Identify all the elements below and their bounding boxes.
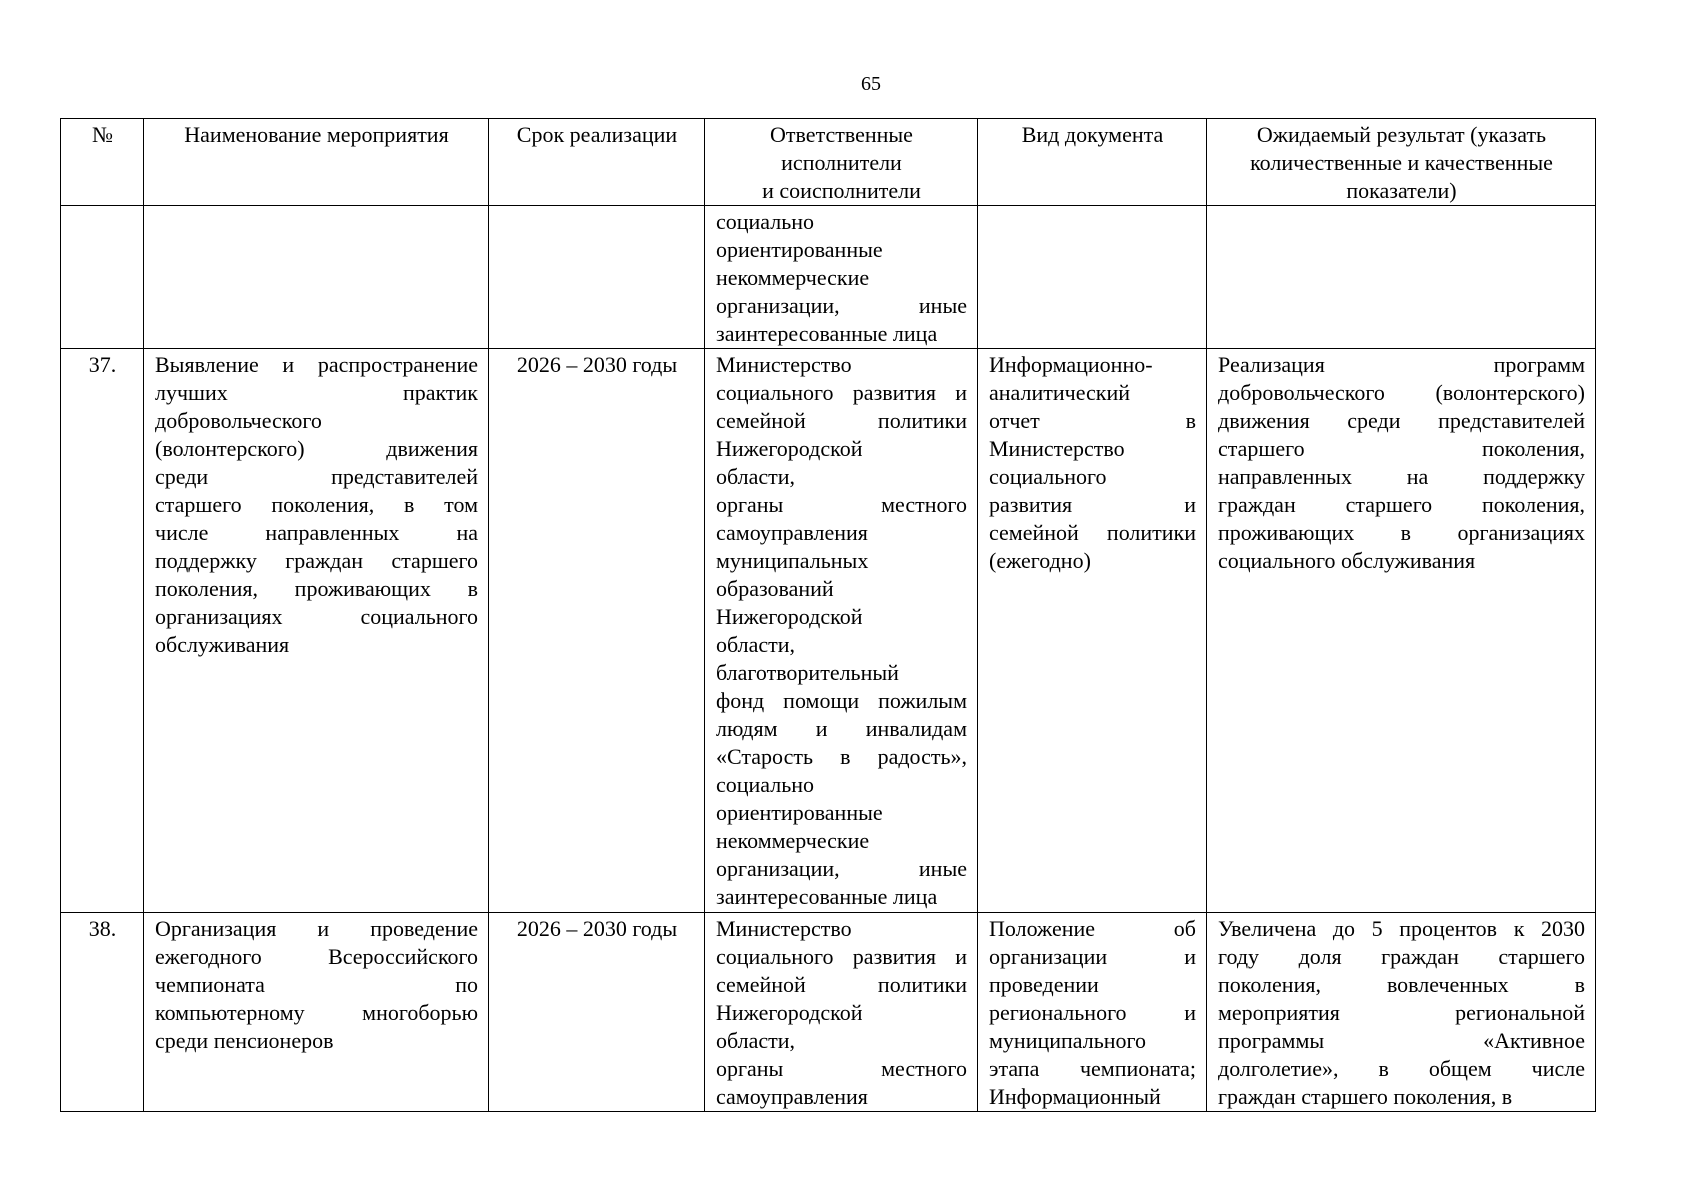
header-responsible-line: исполнители: [781, 150, 902, 175]
cell-responsible-line: ориентированные: [716, 237, 883, 262]
cell-doc-type-line: отчет в: [989, 408, 1196, 433]
cell-doc-type-line: Информационно-: [989, 352, 1153, 377]
cell-result: [1207, 349, 1596, 913]
cell-doc-type-line: развития и: [989, 492, 1196, 517]
cell-result-line: долголетие», в общем числе: [1218, 1056, 1585, 1081]
cell-result-line: старшего поколения,: [1218, 436, 1585, 461]
cell-name: [144, 913, 489, 1112]
cell-result: [1207, 913, 1596, 1112]
cell-responsible-line: муниципальных: [716, 548, 869, 573]
cell-responsible-line: Нижегородской: [716, 436, 863, 461]
cell-responsible-line: социального развития и: [716, 380, 967, 405]
cell-name-line: обслуживания: [155, 632, 290, 657]
cell-doc-type-line: проведении: [989, 972, 1099, 997]
cell-name-line: чемпионата по: [155, 972, 478, 997]
cell-doc-type-line: Министерство: [989, 436, 1125, 461]
cell-responsible-line: фонд помощи пожилым: [716, 688, 967, 713]
cell-doc-type-line: семейной политики: [989, 520, 1196, 545]
cell-responsible-line: самоуправления: [716, 520, 868, 545]
header-result-line: показатели): [1346, 178, 1457, 203]
cell-name-line: поколения, проживающих в: [155, 576, 478, 601]
header-responsible-line: Ответственные: [770, 122, 913, 147]
cell-responsible-line: органы местного: [716, 1056, 967, 1081]
cell-term: 2026 – 2030 годы: [489, 349, 705, 913]
cell-responsible-line: заинтересованные лица: [716, 884, 938, 909]
cell-responsible-line: области,: [716, 1028, 796, 1053]
cell-doc-type-line: регионального и: [989, 1000, 1196, 1025]
cell-num: 37.: [61, 349, 144, 913]
table-row: [61, 913, 1596, 1112]
page-number: 65: [861, 73, 881, 95]
cell-responsible-line: области,: [716, 632, 796, 657]
cell-num: [61, 206, 144, 349]
header-responsible-line: и соисполнители: [762, 178, 921, 203]
cell-name-line: ежегодного Всероссийского: [155, 944, 478, 969]
cell-name-line: компьютерному многоборью: [155, 1000, 478, 1025]
header-name: Наименование мероприятия: [144, 119, 489, 206]
cell-name-line: старшего поколения, в том: [155, 492, 478, 517]
cell-result-line: направленных на поддержку: [1218, 464, 1585, 489]
cell-responsible-line: социального развития и: [716, 944, 967, 969]
table-row: [61, 349, 1596, 913]
cell-name-line: поддержку граждан старшего: [155, 548, 478, 573]
cell-doc-type-line: муниципального: [989, 1028, 1147, 1053]
cell-doc-type-line: аналитический: [989, 380, 1131, 405]
cell-responsible-line: области,: [716, 464, 796, 489]
header-result-line: Ожидаемый результат (указать: [1256, 122, 1547, 147]
cell-responsible-line: Министерство: [716, 352, 852, 377]
cell-name-line: среди пенсионеров: [155, 1028, 334, 1053]
cell-responsible-line: «Старость в радость»,: [716, 744, 967, 769]
table-body: [61, 206, 1596, 1112]
cell-responsible-line: образований: [716, 576, 834, 601]
cell-result-line: граждан старшего поколения, в: [1218, 1084, 1513, 1109]
cell-responsible-line: организации, иные: [716, 293, 967, 318]
cell-responsible-line: людям и инвалидам: [716, 716, 967, 741]
cell-responsible-line: благотворительный: [716, 660, 899, 685]
cell-responsible: [705, 913, 978, 1112]
cell-result-line: социального обслуживания: [1218, 548, 1476, 573]
cell-result-line: Увеличена до 5 процентов к 2030: [1218, 916, 1585, 941]
cell-responsible-line: социально: [716, 772, 815, 797]
cell-name-line: числе направленных на: [155, 520, 478, 545]
header-doc-type: Вид документа: [978, 119, 1207, 206]
cell-responsible-line: некоммерческие: [716, 828, 870, 853]
cell-doc-type: [978, 206, 1207, 349]
cell-responsible-line: социально: [716, 209, 815, 234]
cell-responsible-line: семейной политики: [716, 972, 967, 997]
cell-result-line: движения среди представителей: [1218, 408, 1585, 433]
cell-name-line: среди представителей: [155, 464, 478, 489]
cell-responsible-line: ориентированные: [716, 800, 883, 825]
cell-doc-type: [978, 349, 1207, 913]
cell-doc-type-line: (ежегодно): [989, 548, 1091, 573]
cell-responsible-line: семейной политики: [716, 408, 967, 433]
table-header-row: [61, 119, 1596, 206]
cell-result-line: Реализация программ: [1218, 352, 1585, 377]
cell-result-line: программы «Активное: [1218, 1028, 1585, 1053]
cell-name-line: (волонтерского) движения: [155, 436, 478, 461]
cell-term: [489, 206, 705, 349]
cell-result-line: граждан старшего поколения,: [1218, 492, 1585, 517]
cell-responsible: [705, 349, 978, 913]
header-result-line: количественные и качественные: [1250, 150, 1553, 175]
cell-responsible-line: заинтересованные лица: [716, 321, 938, 346]
cell-doc-type-line: Положение об: [989, 916, 1196, 941]
cell-name-line: добровольческого: [155, 408, 322, 433]
cell-name: [144, 349, 489, 913]
cell-responsible-line: Нижегородской: [716, 1000, 863, 1025]
events-table: [60, 118, 1596, 1112]
cell-responsible-line: некоммерческие: [716, 265, 870, 290]
cell-doc-type: [978, 913, 1207, 1112]
cell-result-line: мероприятия региональной: [1218, 1000, 1585, 1025]
cell-result-line: добровольческого (волонтерского): [1218, 380, 1585, 405]
cell-doc-type-line: этапа чемпионата;: [989, 1056, 1196, 1081]
cell-name-line: организациях социального: [155, 604, 478, 629]
cell-name: [144, 206, 489, 349]
table-row: [61, 206, 1596, 349]
cell-responsible-line: Нижегородской: [716, 604, 863, 629]
cell-doc-type-line: социального: [989, 464, 1107, 489]
header-term: Срок реализации: [489, 119, 705, 206]
cell-result-line: проживающих в организациях: [1218, 520, 1585, 545]
header-result: [1207, 119, 1596, 206]
cell-doc-type-line: организации и: [989, 944, 1196, 969]
cell-result-line: поколения, вовлеченных в: [1218, 972, 1585, 997]
header-num: №: [61, 119, 144, 206]
cell-name-line: Организация и проведение: [155, 916, 478, 941]
cell-result-line: году доля граждан старшего: [1218, 944, 1585, 969]
cell-responsible-line: организации, иные: [716, 856, 967, 881]
cell-result: [1207, 206, 1596, 349]
cell-name-line: Выявление и распространение: [155, 352, 478, 377]
cell-responsible-line: Министерство: [716, 916, 852, 941]
cell-responsible-line: органы местного: [716, 492, 967, 517]
cell-responsible-line: самоуправления: [716, 1084, 868, 1109]
cell-num: 38.: [61, 913, 144, 1112]
cell-responsible: [705, 206, 978, 349]
cell-term: 2026 – 2030 годы: [489, 913, 705, 1112]
header-responsible: [705, 119, 978, 206]
cell-doc-type-line: Информационный: [989, 1084, 1161, 1109]
cell-name-line: лучших практик: [155, 380, 478, 405]
